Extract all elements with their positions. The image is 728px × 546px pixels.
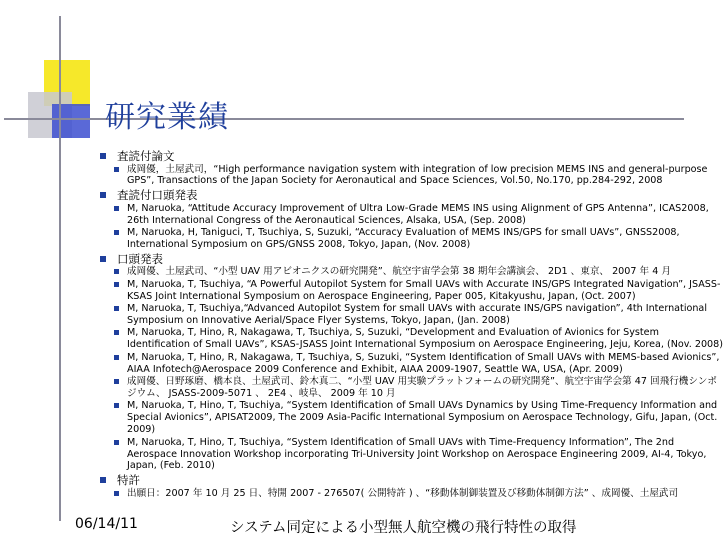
list-item: M, Naruoka, H, Taniguci, T, Tsuchiya, S, Suzuki, “Accuracy Evaluation of MEMS INS/GPS for small UAVs”, GNSS2008, International Symposium on GPS/GNSS 2008, Tokyo, Japan, (Nov. 2008) xyxy=(98,227,723,251)
list-item: 成岡優、日野琢磨、橋本良、土屋武司、鈴木真二、“小型 UAV 用実験プラットフォームの研究開発”、航空宇宙学会第 47 回飛行機シンポジウム、 JSASS-2009-5071 、 2E4 、岐阜、 2009 年 10 月 xyxy=(98,376,723,400)
deco-blue-block xyxy=(52,104,90,138)
item-bullet-icon xyxy=(114,230,119,235)
patents-list xyxy=(98,488,723,500)
list-item: 成岡優、土屋武司、“小型 UAV 用アビオニクスの研究開発”、航空宇宙学会第 38 期年会講演会、 2D1 、東京、 2007 年 4 月 xyxy=(98,266,723,278)
refereed-presentations-list xyxy=(98,203,723,251)
section-bullet-icon xyxy=(100,192,106,198)
list-item: M, Naruoka, T, Tsuchiya, “A Powerful Autopilot System for Small UAVs with Accurate INS/GPS Integrated Navigation”, JSASS-KSAS Joint International Symposium on Aerospace Engineering, Paper 005, Kitakyushu, Japan, (Oct. 2007) xyxy=(98,279,723,303)
list-item: M, Naruoka, T, Hino, R, Nakagawa, T, Tsuchiya, S, Suzuki, “Development and Evaluation of Avionics for System Identification of Small UAVs”, KSAS-JSASS Joint International Symposium on Aerospace Engineering, Jeju, Korea, (Nov. 2008) xyxy=(98,327,723,351)
section-refereed-papers xyxy=(98,149,723,163)
list-item: M, Naruoka, “Attitude Accuracy Improvement of Ultra Low-Grade MEMS INS using Alignment of GPS Antenna”, ICAS2008, 26th International Congress of the Aeronautical Sciences, Alsaka, USA, (Sep. 2008) xyxy=(98,203,723,227)
section-bullet-icon xyxy=(100,256,106,262)
item-bullet-icon xyxy=(114,355,119,360)
deco-vertical-rule xyxy=(59,16,61,521)
footer-date: 06/14/11 xyxy=(75,516,138,532)
item-bullet-icon xyxy=(114,282,119,287)
item-bullet-icon xyxy=(114,440,119,445)
section-bullet-icon xyxy=(100,477,106,483)
list-item: M, Naruoka, T, Hino, T, Tsuchiya, “System Identification of Small UAVs with Time-Frequency Information”, The 2nd Aerospace Innovation Workshop incorporating Tri-University Joint Workshop on Aerospace Engineering 2009, AI-4, Tokyo, Japan, (Feb. 2010) xyxy=(98,437,723,473)
section-label: 査読付論文 xyxy=(117,149,175,163)
item-bullet-icon xyxy=(114,206,119,211)
section-label: 査読付口頭発表 xyxy=(117,188,198,203)
section-patents xyxy=(98,473,723,487)
section-oral-presentations xyxy=(98,252,723,266)
item-bullet-icon xyxy=(114,379,119,384)
list-item: 出願日：2007 年 10 月 25 日、特開 2007 - 276507( 公開特許 ) 、“移動体制御装置及び移動体制御方法” 、成岡優、土屋武司 xyxy=(98,488,723,500)
item-bullet-icon xyxy=(114,491,119,496)
item-bullet-icon xyxy=(114,167,119,172)
footer-title: システム同定による小型無人航空機の飛行特性の取得 xyxy=(230,520,577,536)
refereed-papers-list xyxy=(98,164,723,188)
item-bullet-icon xyxy=(114,330,119,335)
section-label: 口頭発表 xyxy=(117,251,163,266)
section-label: 特許 xyxy=(117,473,140,488)
item-bullet-icon xyxy=(114,306,119,311)
list-item: M, Naruoka, T, Hino, T, Tsuchiya, “System Identification of Small UAVs Dynamics by Using Time-Frequency Information and Special Avionics”, APISAT2009, The 2009 Asia-Pacific International Symposium on Aerospace Technology, Gifu, Japan, (Oct. 2009) xyxy=(98,400,723,436)
oral-presentations-list xyxy=(98,266,723,472)
section-bullet-icon xyxy=(100,153,106,159)
publication-list xyxy=(98,148,723,500)
page-title: 研究業績 xyxy=(105,100,229,135)
section-refereed-presentations xyxy=(98,188,723,202)
item-bullet-icon xyxy=(114,269,119,274)
list-item: 成岡優，土屋武司，“High performance navigation system with integration of low precision MEMS INS and general-purpose GPS”, Transactions of the Japan Society for Aeronautical and Space Sciences, Vol.50, No.170, pp.284-292, 2008 xyxy=(98,164,723,188)
list-item: M, Naruoka, T, Hino, R, Nakagawa, T, Tsuchiya, S, Suzuki, “System Identification of Small UAVs with MEMS-based Avionics”, AIAA Infotech@Aerospace 2009 Conference and Exhibit, AIAA 2009-1907, Seattle WA, USA, (Apr. 2009) xyxy=(98,352,723,376)
list-item: M, Naruoka, T, Tsuchiya,“Advanced Autopilot System for small UAVs with accurate INS/GPS navigation”, 4th International Symposium on Innovative Aerial/Space Flyer Systems, Tokyo, Japan, (Jan. 2008) xyxy=(98,303,723,327)
item-bullet-icon xyxy=(114,403,119,408)
